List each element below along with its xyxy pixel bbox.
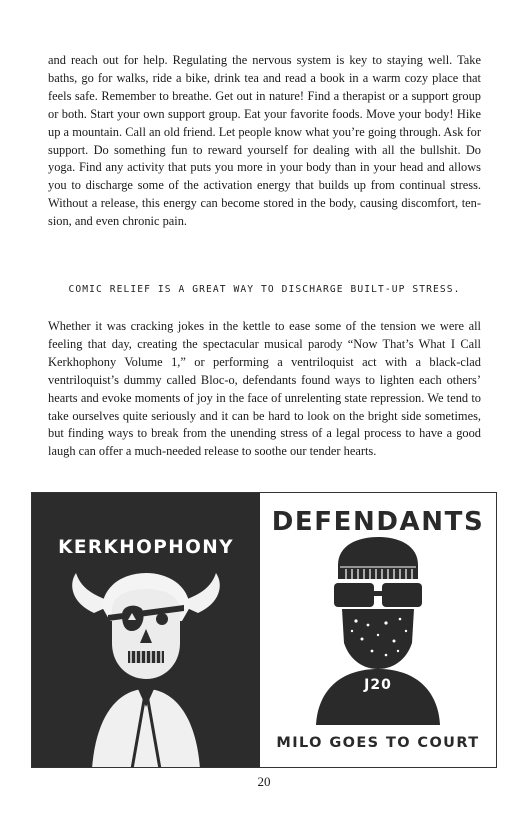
shirt-text: J20 bbox=[364, 677, 392, 693]
kerkhophony-cover bbox=[32, 493, 260, 767]
page-number: 20 bbox=[257, 774, 271, 789]
horned-skull-illustration bbox=[32, 493, 260, 767]
body-paragraph-2: Whether it was cracking jokes in the kettle to ease some of the tension we were all feeling that day, creating the spectacular musical parody “Now That’s What I Call Kerkhophony Volume 1,” or performing a ventriloquist act with a black-clad ventriloquist’s dummy called Bloc-o, defendants found ways to lighten each others’ hearts and evoke moments of joy in the face of unrelenting state repression. We tend to take ourselves quite seriously and it can be hard to look on the bright side sometimes, but finding ways to break from the unending stress of a legal process to have a good laugh can offer a much-needed release to soothe our tender hearts. bbox=[48, 319, 481, 459]
body-paragraph-1: and reach out for help. Regulating the nervous system is key to staying well. Take baths, go for walks, ride a bike, drink tea and read a book in a warm cozy place that feels safe. Remember to breathe. Get out in nature! Find a therapist or a support group or both. Start your own support group. Eat your favorite foods. Move your body! Hike up a mountain. Call an old friend. Let people know what you’re going through. Ask for support. Do something fun to reward yourself for dealing with all the bullshit. Do yoga. Find any activity that puts you more in your body than in your head and allows you to discharge some of the activation energy that builds up from continual stress. Without a release, this energy can become stored in the body, causing discomfort, tension, and even chronic pain. bbox=[48, 53, 481, 229]
defendants-cover bbox=[260, 493, 496, 767]
kerkhophony-title: KERKHOPHONY bbox=[58, 537, 234, 558]
album-art-figure bbox=[31, 492, 497, 768]
milo-goes-to-court-caption: MILO GOES TO COURT bbox=[276, 735, 480, 751]
defendants-title: DEFENDANTS bbox=[271, 507, 485, 537]
section-heading: COMIC RELIEF IS A GREAT WAY TO DISCHARGE BUILT-UP STRESS. bbox=[68, 284, 461, 295]
masked-figure-illustration bbox=[260, 493, 496, 767]
